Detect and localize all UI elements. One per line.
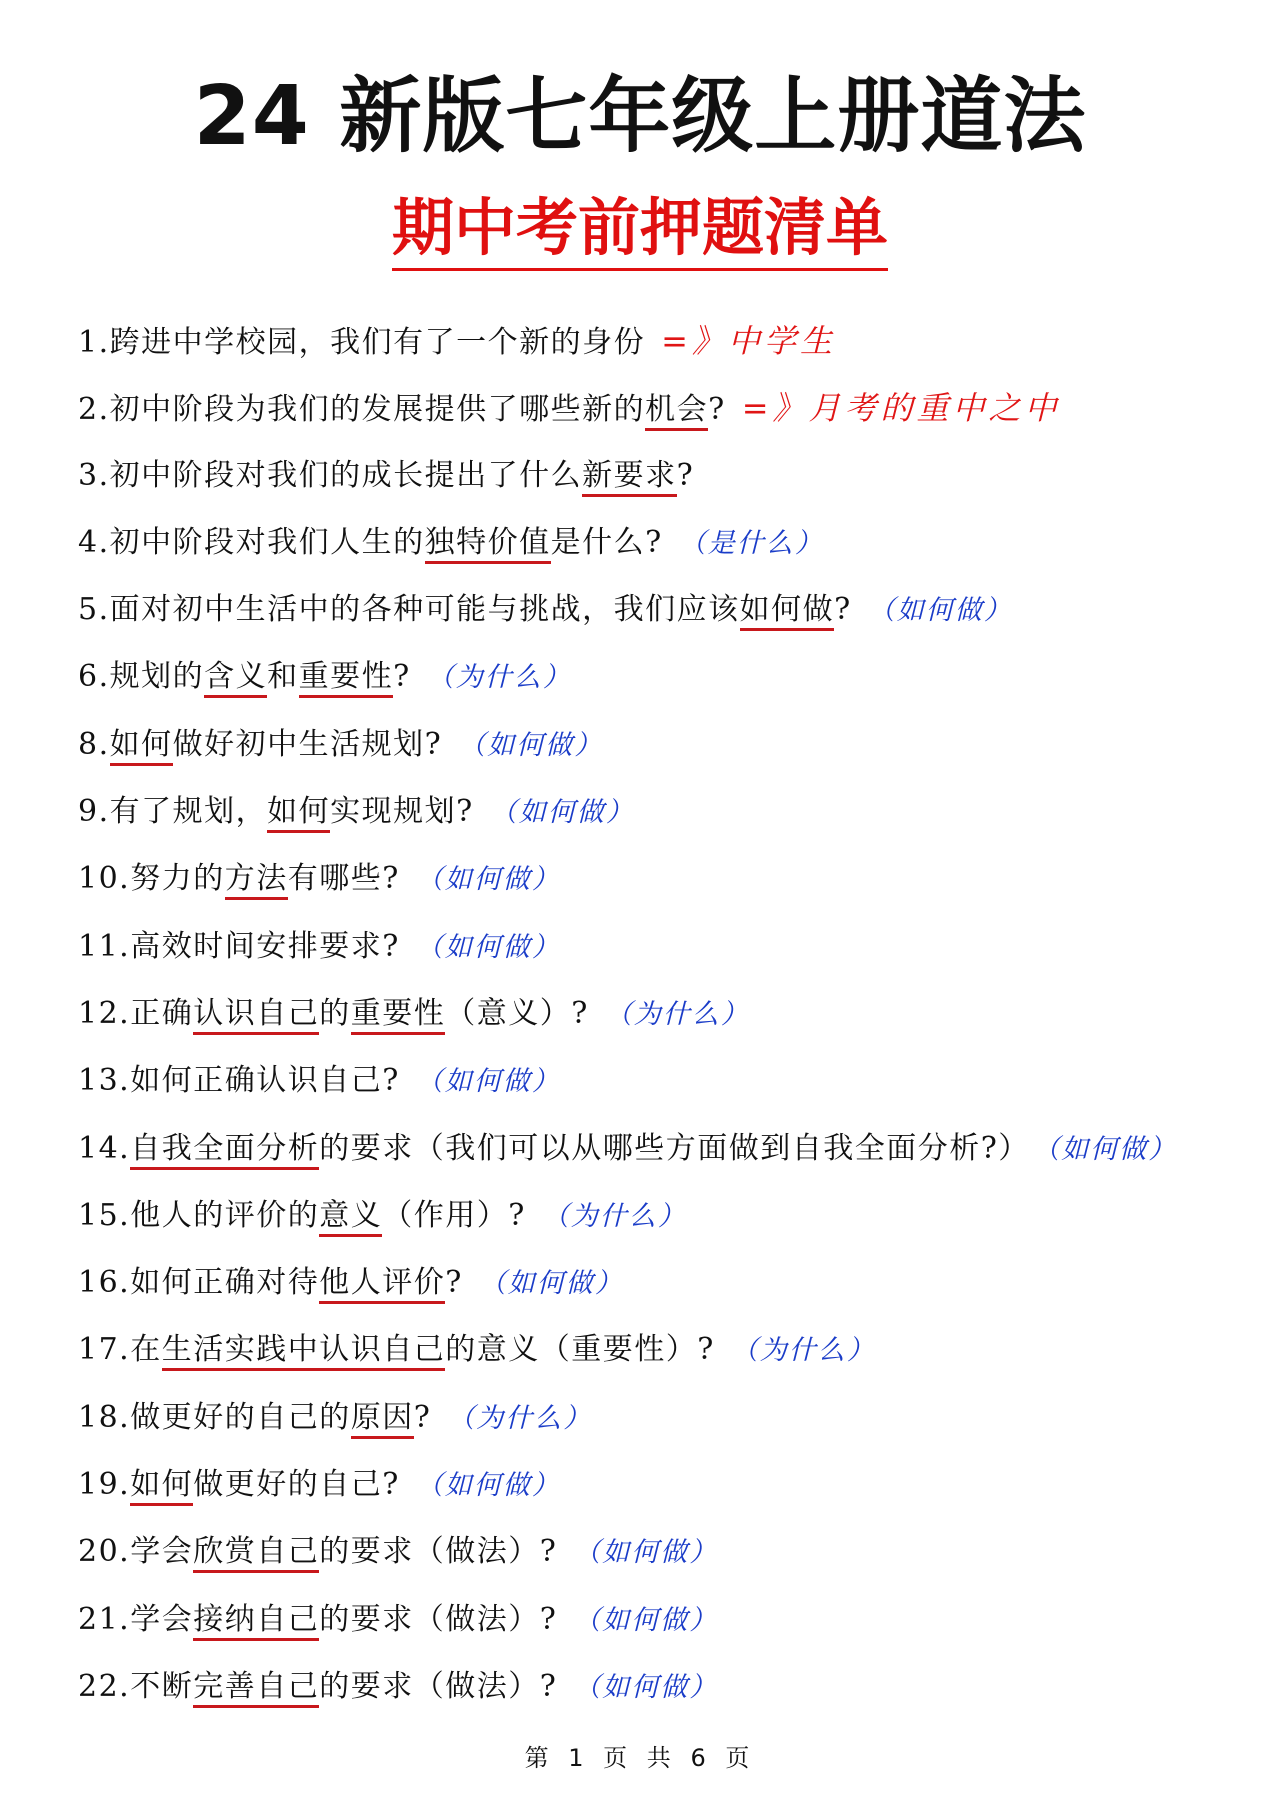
- handwritten-note: （如何做）: [489, 797, 635, 829]
- question-text: ?: [445, 1265, 463, 1301]
- page-title: 24 新版七年级上册道法: [193, 69, 1087, 164]
- question-item: [78, 785, 1258, 852]
- question-text: 20.学会: [78, 1534, 194, 1570]
- question-text: ?: [676, 457, 695, 493]
- question-item: [78, 1122, 1258, 1189]
- question-text: 做更好的自己?: [193, 1467, 400, 1503]
- question-item: [78, 1660, 1258, 1727]
- question-text: ?: [413, 1399, 432, 1435]
- question-item: [78, 1189, 1258, 1256]
- question-item: [78, 516, 1258, 583]
- underlined-keyword: 独特价值: [425, 525, 551, 564]
- handwritten-note: （如何做）: [415, 931, 561, 963]
- underlined-keyword: 原因: [351, 1400, 414, 1439]
- question-text: 4.初中阶段对我们人生的: [78, 524, 425, 560]
- question-text: 3.初中阶段对我们的成长提出了什么: [78, 457, 583, 493]
- question-item: [78, 1593, 1258, 1660]
- question-item: [78, 718, 1258, 785]
- question-item: [78, 1458, 1258, 1525]
- question-text: 的意义（重要性）?: [445, 1332, 715, 1368]
- underlined-keyword: 重要性: [299, 659, 394, 698]
- question-item: [78, 987, 1258, 1054]
- underlined-keyword: 意义: [319, 1198, 382, 1237]
- question-text: 做好初中生活规划?: [172, 726, 443, 762]
- question-text: 有哪些?: [287, 861, 400, 897]
- question-text: 5.面对初中生活中的各种可能与挑战，我们应该: [78, 592, 740, 628]
- question-text: 的要求（做法）?: [319, 1534, 558, 1570]
- underlined-keyword: 如何: [130, 1467, 193, 1506]
- question-text: 13.如何正确认识自己?: [78, 1063, 400, 1099]
- underlined-keyword: 生活实践中认识自己: [162, 1332, 446, 1371]
- question-list: [78, 314, 1258, 1727]
- underlined-keyword: 完善自己: [193, 1669, 319, 1708]
- underlined-keyword: 方法: [225, 861, 288, 900]
- handwritten-note: （为什么）: [730, 1335, 876, 1367]
- handwritten-note: （为什么）: [426, 662, 572, 694]
- question-item: [78, 583, 1258, 650]
- question-text: 17.在: [78, 1332, 162, 1368]
- handwritten-note: （为什么）: [604, 998, 750, 1030]
- handwritten-note: （为什么）: [541, 1200, 687, 1232]
- question-text: 实现规划?: [330, 794, 474, 830]
- question-text: 的要求（做法）?: [319, 1668, 558, 1704]
- underlined-keyword: 他人评价: [319, 1265, 445, 1304]
- question-item: [78, 1054, 1258, 1121]
- underlined-keyword: 如何做: [740, 592, 835, 631]
- question-text: （作用）?: [382, 1197, 526, 1233]
- question-item: [78, 650, 1258, 717]
- question-item: [78, 381, 1258, 448]
- question-text: 15.他人的评价的: [78, 1197, 320, 1233]
- question-item: [78, 1256, 1258, 1323]
- page-subtitle: 期中考前押题清单: [392, 190, 888, 271]
- handwritten-note: （如何做）: [415, 1066, 561, 1098]
- underlined-keyword: 含义: [204, 659, 267, 698]
- underlined-keyword: 欣赏自己: [193, 1534, 319, 1573]
- underlined-keyword: 如何: [110, 727, 173, 766]
- handwritten-note: （如何做）: [458, 729, 604, 761]
- question-text: ?: [834, 592, 852, 628]
- underlined-keyword: 重要性: [351, 996, 446, 1035]
- handwritten-note: （如何做）: [478, 1268, 624, 1300]
- handwritten-note: （是什么）: [678, 527, 824, 559]
- question-text: 2.初中阶段为我们的发展提供了哪些新的: [78, 392, 646, 428]
- handwritten-note: （如何做）: [573, 1671, 719, 1703]
- handwritten-note: =》月考的重中之中: [741, 389, 1061, 428]
- question-item: [78, 852, 1258, 919]
- question-text: 8.: [78, 726, 110, 762]
- question-text: （意义）?: [445, 995, 589, 1031]
- question-item: [78, 1323, 1258, 1390]
- question-text: 10.努力的: [78, 861, 225, 897]
- question-text: ?: [708, 392, 726, 428]
- question-text: 1.跨进中学校园，我们有了一个新的身份: [78, 325, 646, 360]
- question-text: 21.学会: [78, 1601, 194, 1637]
- question-text: 是什么?: [550, 524, 663, 560]
- underlined-keyword: 认识自己: [193, 996, 319, 1035]
- question-text: 18.做更好的自己的: [78, 1399, 351, 1435]
- underlined-keyword: 自我全面分析: [130, 1131, 319, 1170]
- question-item: [78, 449, 1258, 516]
- question-item: [78, 920, 1258, 987]
- question-text: ?: [393, 659, 411, 695]
- underlined-keyword: 机会: [645, 392, 708, 431]
- page-footer: 第 1 页 共 6 页: [524, 1744, 756, 1772]
- question-item: [78, 314, 1258, 381]
- question-text: 6.规划的: [78, 659, 205, 695]
- handwritten-note: （如何做）: [867, 595, 1013, 627]
- handwritten-note: （如何做）: [573, 1604, 719, 1636]
- question-text: 14.: [78, 1130, 131, 1166]
- subtitle-container: [0, 190, 1280, 271]
- handwritten-note: （如何做）: [415, 864, 561, 896]
- handwritten-note: （为什么）: [447, 1402, 593, 1434]
- question-text: 9.有了规划，: [78, 794, 268, 830]
- handwritten-note: =》中学生: [661, 322, 836, 360]
- underlined-keyword: 如何: [267, 794, 330, 833]
- handwritten-note: （如何做）: [573, 1537, 719, 1569]
- question-text: 的: [319, 995, 351, 1031]
- handwritten-note: （如何做）: [415, 1470, 561, 1502]
- question-item: [78, 1391, 1258, 1458]
- underlined-keyword: 新要求: [582, 458, 677, 497]
- underlined-keyword: 接纳自己: [193, 1602, 319, 1641]
- question-text: 和: [267, 659, 299, 695]
- handwritten-note: （如何做）: [1045, 1133, 1178, 1165]
- question-text: 12.正确: [78, 995, 194, 1031]
- question-text: 的要求（做法）?: [319, 1601, 558, 1637]
- question-text: 19.: [78, 1467, 131, 1503]
- question-text: 11.高效时间安排要求?: [78, 928, 400, 964]
- question-text: 22.不断: [78, 1668, 194, 1704]
- question-item: [78, 1525, 1258, 1592]
- question-text: 16.如何正确对待: [78, 1265, 320, 1301]
- question-text: 的要求（我们可以从哪些方面做到自我全面分析?）: [319, 1130, 1030, 1166]
